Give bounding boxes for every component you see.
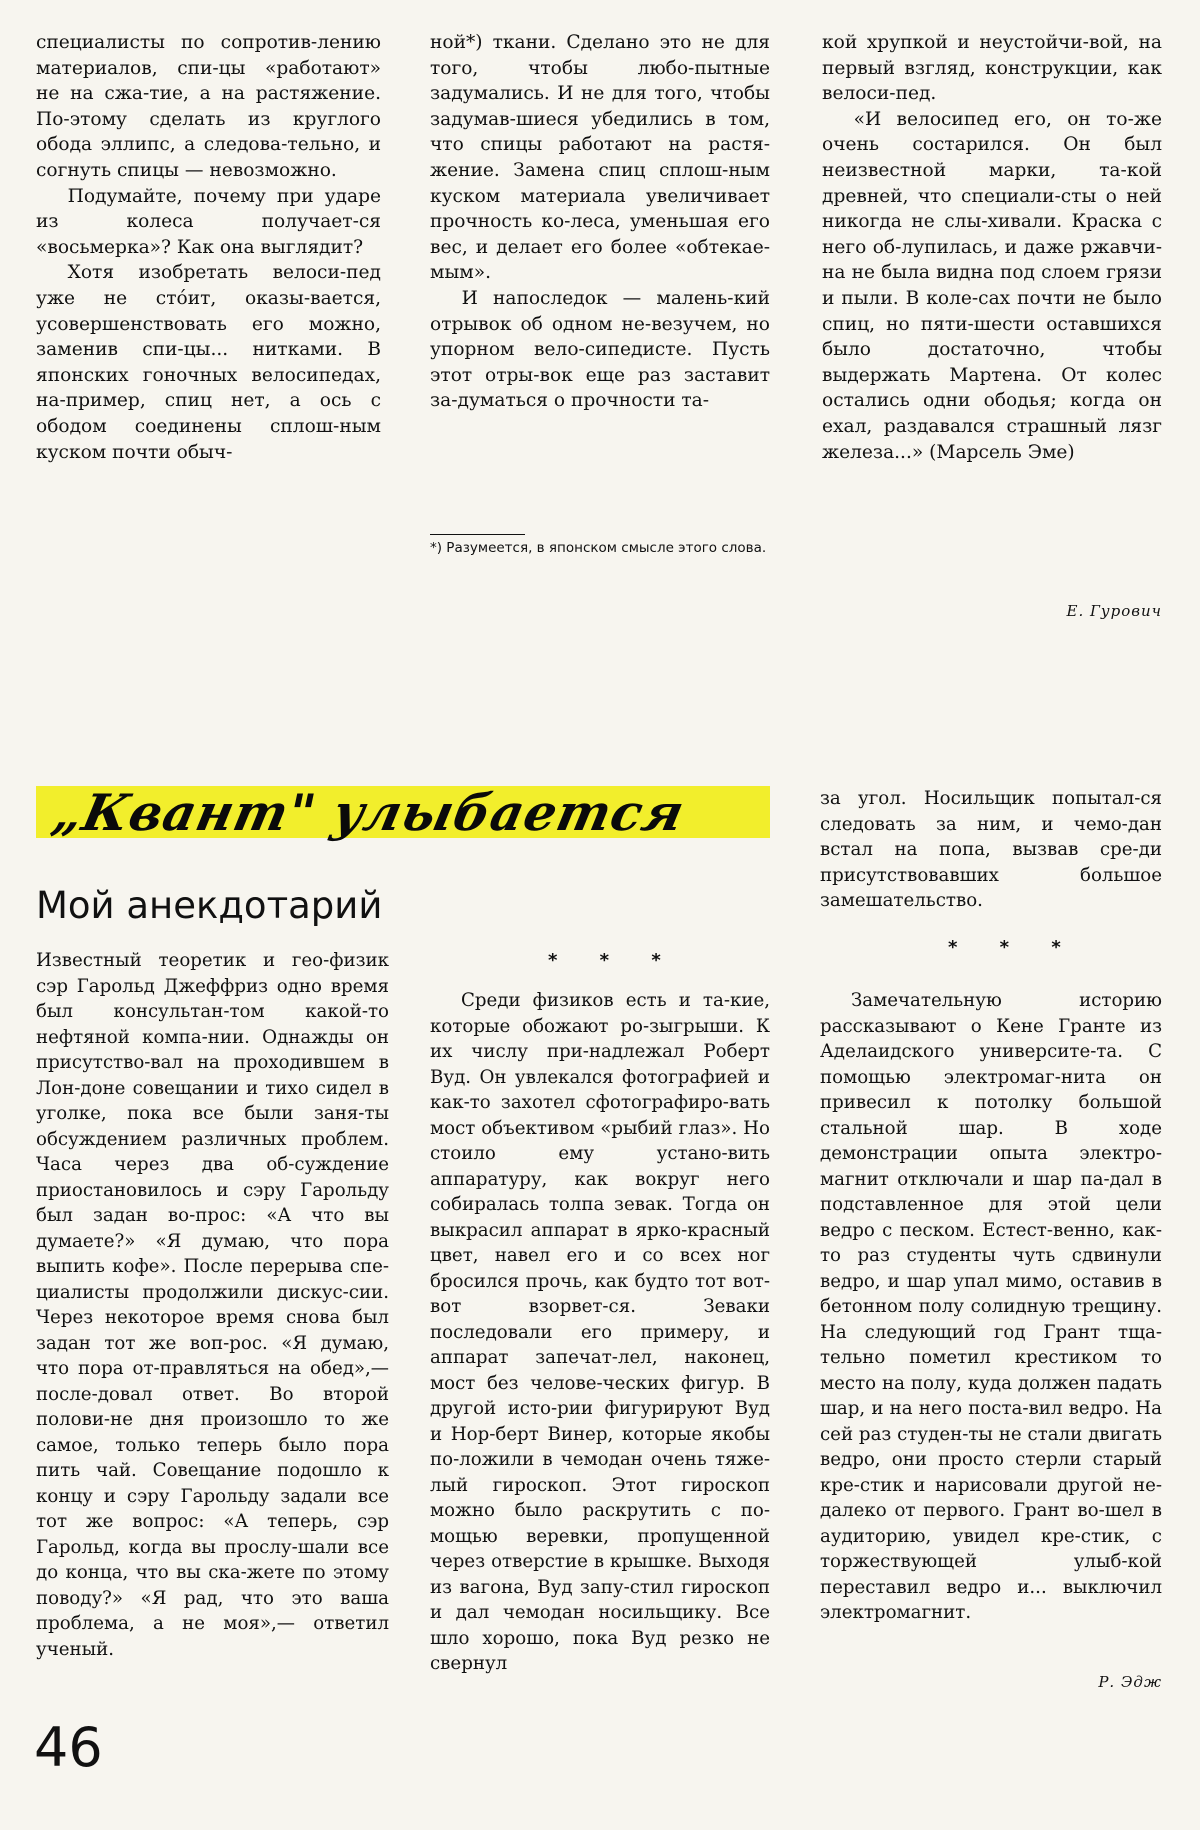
paragraph: Среди физиков есть и та-кие, которые обожают ро-зыгрыши. К их числу при-надлежал Роберт Вуд. Он увлекался фотографией и как-то захотел сфотографиро-вать мост объективом «рыбий глаз». Но стоило ему устано-вить аппаратуру, как вокруг него собиралась толпа зевак. Тогда он выкрасил аппарат в ярко-красный цвет, навел его и со всех ног бросился прочь, как будто тот вот-вот взорвет-ся. Зеваки последовали его примеру, и аппарат запечат-лел, наконец, мост без челове-ческих фигур. В другой исто-рии фигурируют Вуд и Нор-берт Винер, которые якобы по-ложили в чемодан очень тяже-лый гироскоп. Этот гироскоп можно было раскрутить с по-мощью веревки, пропущенной через отверстие в крышке. Выходя из вагона, Вуд запу-стил гироскоп и дал чемодан носильщику. Все шло хорошо, пока Вуд резко не свернул <box>430 990 770 1674</box>
article-column-1 <box>36 948 389 1662</box>
footnote-rule <box>430 534 525 535</box>
paragraph: Хотя изобретать велоси-пед уже не сто́ит, оказы-вается, усовершенствовать его можно, заменив спи-цы... нитками. В японских гоночных велосипедах, на-пример, спиц нет, а ось с ободом соединены сплош-ным куском почти обыч- <box>36 262 381 463</box>
section-banner-title: „Квант" улыбается <box>47 783 691 842</box>
paragraph: Известный теоретик и гео-физик сэр Гарольд Джеффриз одно время был консультан-том какой-то нефтяной компа-нии. Однажды он присутство-вал на проходившем в Лон-доне совещании и тихо сидел в уголке, пока все были заня-ты обсуждением различных проблем. Часа через два об-суждение приостановилось и сэру Гарольду был задан во-прос: «А что вы думаете?» «Я думаю, что пора выпить кофе». После перерыва спе-циалисты продолжили дискус-сии. Через некоторое время снова был задан тот же воп-рос. «Я думаю, что пора от-правляться на обед»,— после-довал ответ. Во второй полови-не дня произошло то же самое, только теперь было пора пить чай. Совещание подошло к концу и сэру Гарольду задали все тот же вопрос: «А теперь, сэр Гарольд, когда вы прослу-шали все до конца, что вы ска-жете по этому поводу?» «Я рад, что это ваша проблема, а не моя»,— ответил ученый. <box>36 950 389 1660</box>
top-column-2 <box>430 30 770 414</box>
paragraph: Замечательную историю рассказывают о Кене Гранте из Аделаидского университе-та. С помощью электромаг-нита он привесил к потолку большой стальной шар. В ходе демонстрации опыта электро-магнит отключали и шар па-дал в подставленное для этой цели ведро с песком. Естест-венно, как-то раз студенты чуть сдвинули ведро, и шар упал мимо, оставив в бетонном полу солидную трещину. На следующий год Грант тща-тельно пометил крестиком то место на полу, куда должен падать шар, и на него поста-вил ведро. На сей раз студен-ты не стали двигать ведро, они просто стерли старый кре-стик и нарисовали другой не-далеко от первого. Грант во-шел в аудиторию, увидел кре-стик, с торжествующей улыб-кой переставил ведро и... выключил электромагнит. <box>820 990 1162 1623</box>
author-signature: Е. Гурович <box>1066 602 1162 620</box>
article-column-3a <box>820 786 1162 914</box>
paragraph: «И велосипед его, он то-же очень состарился. Он был неизвестной марки, та-кой древней, что специали-сты о ней никогда не слы-хивали. Краска с него об-лупилась, и даже ржавчи-на не была видна под слоем грязи и пыли. В коле-сах почти не было спиц, но пяти-шести оставшихся было достаточно, чтобы выдержать Мартена. От колес остались одни ободья; когда он ехал, раздавался страшный лязг железа...» (Марсель Эме) <box>822 108 1162 463</box>
paragraph: кой хрупкой и неустойчи-вой, на первый взгляд, конструкции, как велоси-пед. <box>822 32 1162 105</box>
paragraph: ной*) ткани. Сделано это не для того, чтобы любо-пытные задумались. И не для того, чтобы задумав-шиеся убедились в том, что спицы работают на растя-жение. Замена спиц сплош-ным куском материала увеличивает прочность ко-леса, уменьшая его вес, и делает его более «обтекае-мым». <box>430 32 770 284</box>
paragraph: Подумайте, почему при ударе из колеса получает-ся «восьмерка»? Как она выглядит? <box>36 185 381 258</box>
footnote: *) Разумеется, в японском смысле этого слова. <box>430 540 767 556</box>
section-separator-stars: * * * <box>548 950 679 971</box>
page-number: 46 <box>34 1716 103 1779</box>
paragraph: специалисты по сопротив-лению материалов, спи-цы «работают» не на сжа-тие, а на растяжение. По-этому сделать из круглого обода эллипс, а следова-тельно, и согнуть спицы — невозможно. <box>36 32 381 181</box>
article-column-3b <box>820 988 1162 1626</box>
top-column-1 <box>36 30 381 465</box>
top-column-3 <box>822 30 1162 465</box>
author-signature: Р. Эдж <box>1098 1673 1162 1691</box>
paragraph: И напоследок — малень-кий отрывок об одном не-везучем, но упорном вело-сипедисте. Пусть этот отры-вок еще раз заставит за-думаться о прочности та- <box>430 287 770 412</box>
article-title: Мой анекдотарий <box>36 884 383 927</box>
article-column-2 <box>430 988 770 1677</box>
section-separator-stars: * * * <box>948 937 1079 958</box>
paragraph: за угол. Носильщик попытал-ся следовать за ним, и чемо-дан встал на попа, вызвав сре-ди присутствовавших большое замешательство. <box>820 788 1162 911</box>
